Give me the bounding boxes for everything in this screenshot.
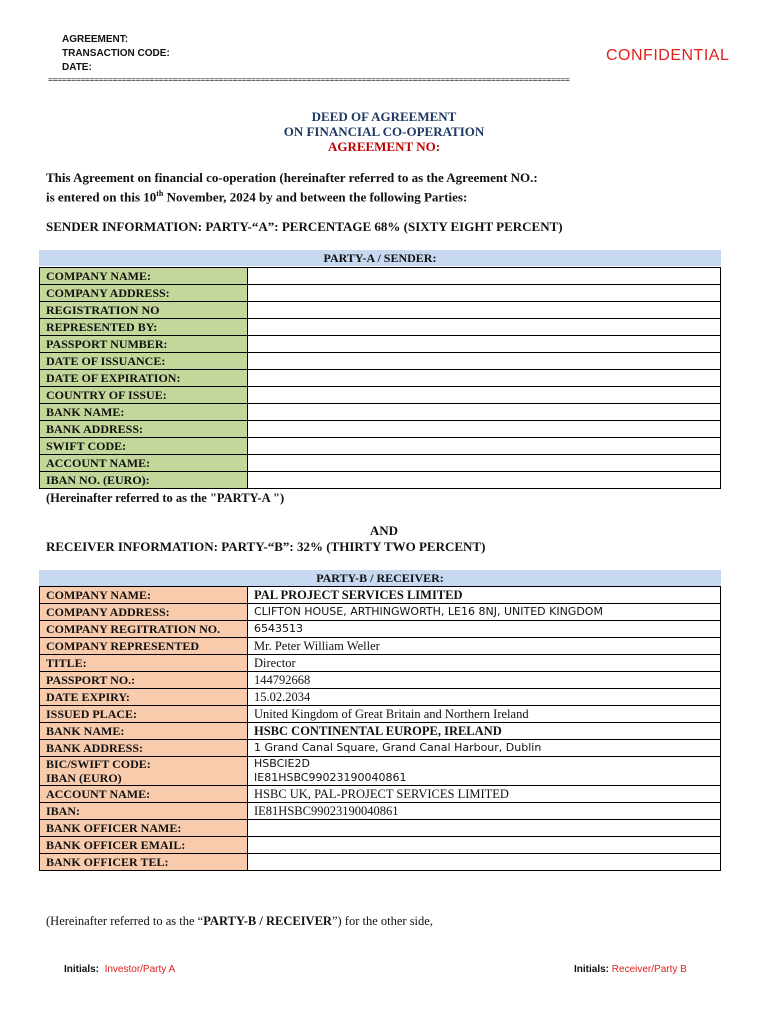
table-row [40,655,721,672]
field-label: COMPANY NAME: [40,587,248,604]
title-line-1: DEED OF AGREEMENT [311,109,457,124]
field-label: IBAN: [40,803,248,820]
initials-party-b [574,964,687,975]
field-label: REGISTRATION NO [40,302,248,319]
intro-paragraph [46,170,736,205]
field-label: SWIFT CODE: [40,438,248,455]
field-label: BANK OFFICER EMAIL: [40,837,248,854]
field-value: HSBC UK, PAL-PROJECT SERVICES LIMITED [248,786,721,803]
field-label: DATE OF ISSUANCE: [40,353,248,370]
field-label: COMPANY ADDRESS: [40,604,248,621]
table-row [40,706,721,723]
agreement-label: AGREEMENT: [62,34,129,45]
field-value: United Kingdom of Great Britain and Northern Ireland [248,706,721,723]
field-value [248,387,721,404]
table-row [40,837,721,854]
field-value-line: HSBCIE2D [254,757,310,770]
table-row [40,421,721,438]
field-value: IE81HSBC99023190040861 [248,803,721,820]
table-row [40,723,721,740]
field-label: IBAN NO. (EURO): [40,472,248,489]
field-value: 6543513 [248,621,721,638]
field-label: ACCOUNT NAME: [40,455,248,472]
field-value [248,336,721,353]
table-row [40,319,721,336]
field-value [248,421,721,438]
field-value: Director [248,655,721,672]
field-value: Mr. Peter William Weller [248,638,721,655]
initials-label-left: Initials: [64,964,100,975]
table-row [40,472,721,489]
receiver-information: RECEIVER INFORMATION: PARTY-“B”: 32% (THIRTY TWO PERCENT) [46,539,486,554]
table-row [40,336,721,353]
field-value [248,319,721,336]
intro-line-2-pre: is entered on this 10 [46,189,157,205]
field-value [248,472,721,489]
table-row [40,803,721,820]
table-row [40,438,721,455]
field-label: COMPANY NAME: [40,268,248,285]
field-label: TITLE: [40,655,248,672]
initials-label-right: Initials: [574,964,610,975]
field-value: 144792668 [248,672,721,689]
field-value: CLIFTON HOUSE, ARTHINGWORTH, LE16 8NJ, UNITED KINGDOM [248,604,721,621]
party-b-footnote-post: ”) for the other side, [331,914,433,928]
table-row [40,285,721,302]
party-a-footnote: (Hereinafter referred to as the "PARTY-A ") [46,491,285,505]
field-label: ACCOUNT NAME: [40,786,248,803]
intro-ordinal-suffix: th [156,189,164,198]
field-label: COMPANY REGITRATION NO. [40,621,248,638]
field-label: BANK NAME: [40,723,248,740]
intro-line-2 [46,186,736,205]
field-label: COMPANY REPRESENTED [40,638,248,655]
field-label [40,757,248,786]
field-label-line: BIC/SWIFT CODE: [46,757,151,771]
title-line-2: ON FINANCIAL CO-OPERATION [283,124,485,139]
table-row [40,370,721,387]
table-row [40,604,721,621]
field-value [248,302,721,319]
field-value [248,757,721,786]
field-label: COUNTRY OF ISSUE: [40,387,248,404]
sender-information: SENDER INFORMATION: PARTY-“A”: PERCENTAGE 68% (SIXTY EIGHT PERCENT) [46,219,563,234]
party-b-footnote [46,914,433,929]
initials-party-a [64,964,175,975]
field-label: ISSUED PLACE: [40,706,248,723]
table-row [40,757,721,786]
field-value [248,268,721,285]
field-label: BANK ADDRESS: [40,740,248,757]
table-row [40,672,721,689]
field-value: PAL PROJECT SERVICES LIMITED [248,587,721,604]
table-row [40,786,721,803]
table-row [40,302,721,319]
header-labels [62,33,170,75]
field-value [248,438,721,455]
intro-line-1: This Agreement on financial co-operation (hereinafter referred to as the Agreement NO.: [46,170,538,185]
field-value-line: IE81HSBC99023190040861 [254,771,407,784]
party-b-table [39,586,721,871]
field-value: 15.02.2034 [248,689,721,706]
field-label: REPRESENTED BY: [40,319,248,336]
field-label: DATE EXPIRY: [40,689,248,706]
field-value [248,820,721,837]
party-a-heading: PARTY-A / SENDER: [39,250,721,266]
field-value [248,455,721,472]
field-label: BANK OFFICER NAME: [40,820,248,837]
transaction-code-label: TRANSACTION CODE: [62,48,170,59]
initials-party-a-name: Investor/Party A [104,964,176,975]
table-row [40,820,721,837]
field-value [248,370,721,387]
field-label-line: IBAN (EURO) [46,771,122,785]
table-row [40,854,721,871]
intro-line-2-post: November, 2024 by and between the following Parties: [163,189,468,205]
field-value [248,285,721,302]
field-label: BANK NAME: [40,404,248,421]
separator-line: ================================================================================================================= [48,75,570,84]
table-row [40,455,721,472]
document-title [0,109,768,154]
table-row [40,638,721,655]
field-value [248,837,721,854]
date-label: DATE: [62,62,92,73]
party-b-footnote-pre: (Hereinafter referred to as the “ [46,914,204,928]
table-row [40,353,721,370]
field-label: BANK OFFICER TEL: [40,854,248,871]
table-row [40,740,721,757]
table-row [40,404,721,421]
party-b-heading: PARTY-B / RECEIVER: [39,570,721,586]
party-b-footnote-bold: PARTY-B / RECEIVER [203,914,332,928]
table-row [40,689,721,706]
field-label: PASSPORT NO.: [40,672,248,689]
field-label: DATE OF EXPIRATION: [40,370,248,387]
field-label: PASSPORT NUMBER: [40,336,248,353]
table-row [40,268,721,285]
field-label: BANK ADDRESS: [40,421,248,438]
table-row [40,387,721,404]
and-connector: AND [369,523,399,538]
field-value [248,854,721,871]
field-label: COMPANY ADDRESS: [40,285,248,302]
initials-party-b-name: Receiver/Party B [611,964,687,975]
field-value [248,353,721,370]
table-row [40,621,721,638]
party-a-table [39,267,721,489]
confidential-stamp: CONFIDENTIAL [606,47,730,64]
agreement-no-label: AGREEMENT NO: [327,139,441,154]
table-row [40,587,721,604]
field-value: HSBC CONTINENTAL EUROPE, IRELAND [248,723,721,740]
field-value: 1 Grand Canal Square, Grand Canal Harbour, Dublin [248,740,721,757]
field-value [248,404,721,421]
